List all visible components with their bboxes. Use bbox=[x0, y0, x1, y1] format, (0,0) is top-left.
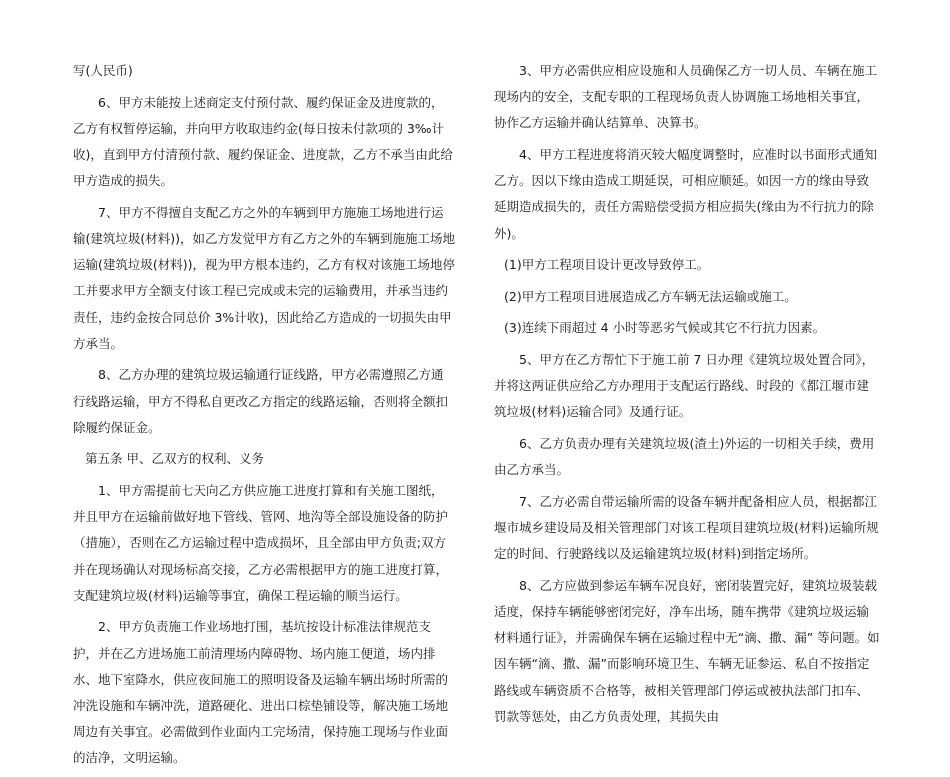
paragraph: 7、乙方必需自带运输所需的设备车辆并配备相应人员，根据都江堰市城乡建设局及相关管理部门对该工程项目建筑垃圾(材料)运输所规定的时间、行驶路线以及运输建筑垃圾(材料)到指定场所。 bbox=[494, 493, 879, 562]
paragraph: 8、乙方应做到参运车辆车况良好，密闭装置完好，建筑垃圾装载适度，保持车辆能够密闭完好，净车出场，随车携带《建筑垃圾运输材料通行证》，并需确保车辆在运输过程中无“滴、撒、漏” 等问题。如因车辆“滴、撒、漏”而影响环境卫生、车辆无证参运、私自不按指定路线或车辆资质不合格等，被相关管理部门停运或被执法部门扣车、罚款等惩处，由乙方负责处理，其损失由 bbox=[494, 577, 880, 724]
paragraph: 6、乙方负责办理有关建筑垃圾(渣土)外运的一切相关手续，费用由乙方承当。 bbox=[494, 435, 875, 478]
paragraph: 2、甲方负责施工作业场地打围，基坑按设计标准法律规范支护，并在乙方进场施工前清理场内障碍物、场内施工便道，场内排水、地下室降水，供应夜间施工的照明设备及运输车辆出场时所需的冲洗设施和车辆冲洗，道路硬化、进出口棕垫铺设等，解决施工场地周边有关事宜。必需做到作业面内工完场清，保持施工现场与作业面的洁净，文明运输。 bbox=[73, 619, 449, 766]
paragraph: 8、乙方办理的建筑垃圾运输通行证线路，甲方必需遵照乙方通行线路运输，甲方不得私自更改乙方指定的线路运输，否则将全额扣除履约保证金。 bbox=[73, 367, 449, 435]
paragraph: (2)甲方工程项目进展造成乙方车辆无法运输或施工。 bbox=[504, 288, 797, 304]
paragraph: 1、甲方需提前七天向乙方供应施工进度打算和有关施工图纸，并且甲方在运输前做好地下管线、管网、地沟等全部设施设备的防护（措施），否则在乙方运输过程中造成损坏，且全部由甲方负责;双方并在现场确认对现场标高交接，乙方必需根据甲方的施工进度打算，支配建筑垃圾(材料)运输等事宜，确保工程运输的顺当运行。 bbox=[73, 483, 449, 603]
right-column bbox=[494, 58, 880, 735]
paragraph: 4、甲方工程进度将消灭较大幅度调整时，应准时以书面形式通知乙方。因以下缘由造成工期延误，可相应顺延。如因一方的缘由导致延期造成损失的，责任方需赔偿受损方相应损失(缘由为不行抗力的除外)。 bbox=[494, 147, 877, 241]
paragraph: 3、甲方必需供应相应设施和人员确保乙方一切人员、车辆在施工现场内的安全，支配专职的工程现场负责人协调施工场地相关事宜，协作乙方运输并确认结算单、决算书。 bbox=[494, 63, 877, 131]
left-column bbox=[73, 58, 455, 777]
paragraph: 第五条 甲、乙双方的权利、义务 bbox=[85, 451, 264, 467]
paragraph: (3)连续下雨超过 4 小时等恶劣气候或其它不行抗力因素。 bbox=[504, 320, 826, 336]
paragraph: (1)甲方工程项目设计更改导致停工。 bbox=[504, 257, 710, 273]
paragraph: 7、甲方不得擅自支配乙方之外的车辆到甲方施施工场地进行运输(建筑垃圾(材料))，如乙方发觉甲方有乙方之外的车辆到施施工场地运输(建筑垃圾(材料))，视为甲方根本违约，乙方有权对该施工场地停工并要求甲方全额支付该工程已完成或未完的运输费用，并承当违约责任，违约金按合同总价 3%计收)，因此给乙方造成的一切损失由甲方承当。 bbox=[73, 204, 456, 351]
paragraph: 6、甲方未能按上述商定支付预付款、履约保证金及进度款的，乙方有权暂停运输，并向甲方收取违约金(每日按未付款项的 3‰计收)，直到甲方付清预付款、履约保证金、进度款，乙方不承当由此给甲方造成的损失。 bbox=[73, 94, 453, 189]
paragraph: 5、甲方在乙方帮忙下于施工前 7 日办理《建筑垃圾处置合同》，并将这两证供应给乙方办理用于支配运行路线、时段的《都江堰市建筑垃圾(材料)运输合同》及通行证。 bbox=[494, 351, 875, 420]
paragraph: 写(人民币) bbox=[73, 63, 133, 78]
